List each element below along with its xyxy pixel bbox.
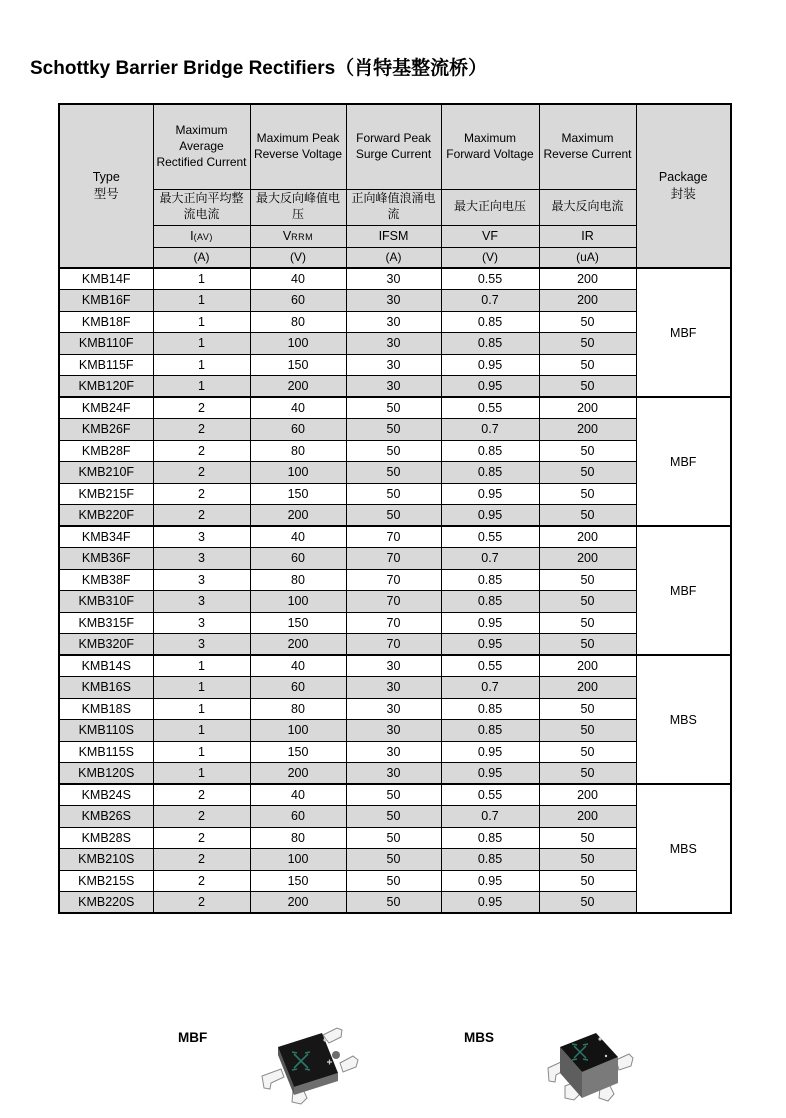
col-header-peak-reverse-voltage: Maximum Peak Reverse Voltage (250, 104, 346, 189)
value-cell: 50 (539, 763, 636, 785)
table-row (59, 849, 731, 871)
table-body (59, 268, 731, 913)
page-title: Schottky Barrier Bridge Rectifiers（肖特基整流桥） (30, 58, 488, 79)
value-cell: 150 (250, 870, 346, 892)
table-row (59, 698, 731, 720)
value-cell: 50 (346, 849, 441, 871)
unit-a2: (A) (346, 247, 441, 268)
value-cell: 50 (539, 376, 636, 398)
package-header-en: Package (658, 170, 708, 185)
value-cell: 200 (250, 892, 346, 914)
part-number-cell: KMB14F (59, 268, 153, 290)
value-cell: 40 (250, 268, 346, 290)
value-cell: 50 (346, 397, 441, 419)
table-row (59, 419, 731, 441)
value-cell: 50 (346, 784, 441, 806)
value-cell: 70 (346, 548, 441, 570)
value-cell: 0.85 (441, 827, 539, 849)
value-cell: 40 (250, 526, 346, 548)
value-cell: 200 (539, 655, 636, 677)
value-cell: 30 (346, 720, 441, 742)
value-cell: 30 (346, 376, 441, 398)
value-cell: 80 (250, 569, 346, 591)
value-cell: 100 (250, 849, 346, 871)
mbs-package-image (532, 1026, 642, 1114)
value-cell: 50 (539, 849, 636, 871)
value-cell: 0.95 (441, 354, 539, 376)
value-cell: 80 (250, 440, 346, 462)
symbol-main: I (190, 229, 194, 243)
part-number-cell: KMB220S (59, 892, 153, 914)
value-cell: 50 (346, 505, 441, 527)
part-number-cell: KMB215F (59, 483, 153, 505)
value-cell: 1 (153, 376, 250, 398)
value-cell: 100 (250, 720, 346, 742)
value-cell: 150 (250, 483, 346, 505)
value-cell: 40 (250, 397, 346, 419)
value-cell: 30 (346, 677, 441, 699)
symbol-sub: RRM (291, 232, 314, 242)
package-cell: MBF (636, 526, 731, 655)
symbol-vrrm (250, 225, 346, 247)
part-number-cell: KMB18F (59, 311, 153, 333)
value-cell: 50 (346, 462, 441, 484)
table-row (59, 655, 731, 677)
table-row (59, 634, 731, 656)
value-cell: 2 (153, 784, 250, 806)
table-header (59, 104, 731, 268)
value-cell: 40 (250, 784, 346, 806)
value-cell: 30 (346, 698, 441, 720)
value-cell: 3 (153, 612, 250, 634)
value-cell: 200 (250, 763, 346, 785)
value-cell: 2 (153, 827, 250, 849)
value-cell: 0.55 (441, 397, 539, 419)
part-number-cell: KMB220F (59, 505, 153, 527)
value-cell: 50 (539, 741, 636, 763)
value-cell: 1 (153, 677, 250, 699)
mbs-package-label: MBS (464, 1030, 494, 1045)
symbol-main: IR (581, 229, 594, 243)
value-cell: 30 (346, 763, 441, 785)
col-header-cn-reverse-current: 最大反向电流 (539, 189, 636, 225)
value-cell: 0.95 (441, 505, 539, 527)
part-number-cell: KMB26F (59, 419, 153, 441)
part-number-cell: KMB28S (59, 827, 153, 849)
value-cell: 2 (153, 483, 250, 505)
value-cell: 80 (250, 698, 346, 720)
value-cell: 2 (153, 892, 250, 914)
value-cell: 60 (250, 548, 346, 570)
value-cell: 50 (539, 333, 636, 355)
table-row (59, 892, 731, 914)
table-row (59, 784, 731, 806)
table-row (59, 462, 731, 484)
value-cell: 150 (250, 741, 346, 763)
value-cell: 50 (539, 870, 636, 892)
value-cell: 70 (346, 591, 441, 613)
value-cell: 50 (539, 892, 636, 914)
value-cell: 1 (153, 333, 250, 355)
value-cell: 200 (250, 376, 346, 398)
value-cell: 50 (539, 634, 636, 656)
type-header-cell (59, 104, 153, 268)
table-row (59, 376, 731, 398)
value-cell: 1 (153, 698, 250, 720)
table-row (59, 548, 731, 570)
rectifier-spec-table (58, 103, 732, 914)
value-cell: 1 (153, 655, 250, 677)
table-row (59, 354, 731, 376)
value-cell: 1 (153, 741, 250, 763)
col-header-reverse-current: Maximum Reverse Current (539, 104, 636, 189)
symbol-main: VF (482, 229, 498, 243)
value-cell: 0.55 (441, 526, 539, 548)
table-row (59, 290, 731, 312)
symbol-main: V (282, 229, 292, 243)
value-cell: 50 (346, 827, 441, 849)
value-cell: 50 (539, 440, 636, 462)
value-cell: 0.95 (441, 763, 539, 785)
value-cell: 2 (153, 505, 250, 527)
col-header-cn-avg-current: 最大正向平均整流电流 (153, 189, 250, 225)
value-cell: 50 (346, 419, 441, 441)
value-cell: 70 (346, 634, 441, 656)
part-number-cell: KMB115F (59, 354, 153, 376)
type-header-cn: 型号 (93, 187, 119, 201)
value-cell: 80 (250, 827, 346, 849)
table-row (59, 440, 731, 462)
value-cell: 200 (250, 634, 346, 656)
value-cell: 0.55 (441, 655, 539, 677)
value-cell: 3 (153, 526, 250, 548)
part-number-cell: KMB120F (59, 376, 153, 398)
value-cell: 60 (250, 290, 346, 312)
part-number-cell: KMB110F (59, 333, 153, 355)
value-cell: 50 (539, 612, 636, 634)
table-row (59, 741, 731, 763)
package-cell: MBS (636, 655, 731, 784)
value-cell: 200 (539, 784, 636, 806)
part-number-cell: KMB18S (59, 698, 153, 720)
value-cell: 3 (153, 569, 250, 591)
value-cell: 0.85 (441, 462, 539, 484)
value-cell: 0.85 (441, 311, 539, 333)
value-cell: 0.95 (441, 870, 539, 892)
value-cell: 0.55 (441, 784, 539, 806)
value-cell: 0.85 (441, 333, 539, 355)
package-header-cn: 封装 (670, 187, 696, 201)
table-row (59, 526, 731, 548)
value-cell: 1 (153, 290, 250, 312)
value-cell: 0.85 (441, 720, 539, 742)
table-row (59, 763, 731, 785)
value-cell: 60 (250, 677, 346, 699)
table-row (59, 311, 731, 333)
table-row (59, 505, 731, 527)
package-cell: MBS (636, 784, 731, 913)
mbs-package-figure (464, 1026, 642, 1114)
value-cell: 30 (346, 311, 441, 333)
value-cell: 200 (539, 526, 636, 548)
part-number-cell: KMB34F (59, 526, 153, 548)
value-cell: 0.85 (441, 698, 539, 720)
value-cell: 50 (539, 720, 636, 742)
symbol-vf (441, 225, 539, 247)
value-cell: 50 (539, 311, 636, 333)
table-row (59, 268, 731, 290)
table-row (59, 591, 731, 613)
value-cell: 2 (153, 419, 250, 441)
package-cell: MBF (636, 268, 731, 397)
symbol-iav (153, 225, 250, 247)
part-number-cell: KMB38F (59, 569, 153, 591)
value-cell: 0.95 (441, 612, 539, 634)
value-cell: 0.85 (441, 569, 539, 591)
part-number-cell: KMB24F (59, 397, 153, 419)
value-cell: 0.85 (441, 849, 539, 871)
table-row (59, 397, 731, 419)
value-cell: 2 (153, 440, 250, 462)
value-cell: 50 (539, 569, 636, 591)
value-cell: 30 (346, 290, 441, 312)
value-cell: 0.95 (441, 634, 539, 656)
value-cell: 80 (250, 311, 346, 333)
value-cell: 100 (250, 462, 346, 484)
value-cell: 50 (346, 440, 441, 462)
type-header-en: Type (92, 170, 120, 185)
col-header-cn-forward-voltage: 最大正向电压 (441, 189, 539, 225)
table-row (59, 612, 731, 634)
value-cell: 30 (346, 333, 441, 355)
part-number-cell: KMB36F (59, 548, 153, 570)
value-cell: 0.95 (441, 741, 539, 763)
value-cell: 30 (346, 655, 441, 677)
value-cell: 50 (539, 827, 636, 849)
value-cell: 70 (346, 612, 441, 634)
table-row (59, 806, 731, 828)
part-number-cell: KMB14S (59, 655, 153, 677)
value-cell: 1 (153, 720, 250, 742)
col-header-avg-current: Maximum Average Rectified Current (153, 104, 250, 189)
value-cell: 2 (153, 397, 250, 419)
part-number-cell: KMB26S (59, 806, 153, 828)
unit-a: (A) (153, 247, 250, 268)
value-cell: 50 (346, 806, 441, 828)
package-cell: MBF (636, 397, 731, 526)
value-cell: 3 (153, 548, 250, 570)
value-cell: 1 (153, 311, 250, 333)
table-row (59, 870, 731, 892)
part-number-cell: KMB315F (59, 612, 153, 634)
value-cell: 50 (346, 892, 441, 914)
part-number-cell: KMB24S (59, 784, 153, 806)
value-cell: 60 (250, 419, 346, 441)
value-cell: 0.7 (441, 419, 539, 441)
table-row (59, 720, 731, 742)
col-header-cn-surge-current: 正向峰值浪涌电流 (346, 189, 441, 225)
part-number-cell: KMB16F (59, 290, 153, 312)
value-cell: 200 (539, 419, 636, 441)
value-cell: 100 (250, 591, 346, 613)
value-cell: 50 (346, 870, 441, 892)
value-cell: 200 (539, 548, 636, 570)
part-number-cell: KMB120S (59, 763, 153, 785)
value-cell: 50 (346, 483, 441, 505)
table-row (59, 483, 731, 505)
value-cell: 0.7 (441, 548, 539, 570)
part-number-cell: KMB215S (59, 870, 153, 892)
package-header-cell (636, 104, 731, 268)
symbol-main: IFSM (378, 229, 409, 243)
col-header-surge-current: Forward Peak Surge Current (346, 104, 441, 189)
value-cell: 0.85 (441, 440, 539, 462)
value-cell: 0.7 (441, 677, 539, 699)
col-header-cn-peak-reverse-voltage: 最大反向峰值电压 (250, 189, 346, 225)
value-cell: 200 (539, 677, 636, 699)
value-cell: 1 (153, 268, 250, 290)
value-cell: 0.7 (441, 290, 539, 312)
table-row (59, 677, 731, 699)
symbol-sub: (AV) (193, 232, 213, 242)
value-cell: 100 (250, 333, 346, 355)
value-cell: 50 (539, 591, 636, 613)
value-cell: 2 (153, 462, 250, 484)
value-cell: 50 (539, 354, 636, 376)
value-cell: 2 (153, 849, 250, 871)
value-cell: 70 (346, 569, 441, 591)
value-cell: 50 (539, 505, 636, 527)
part-number-cell: KMB210F (59, 462, 153, 484)
mbf-package-figure (178, 1026, 359, 1114)
value-cell: 200 (539, 290, 636, 312)
unit-v: (V) (250, 247, 346, 268)
part-number-cell: KMB310F (59, 591, 153, 613)
table-row (59, 569, 731, 591)
part-number-cell: KMB16S (59, 677, 153, 699)
value-cell: 3 (153, 591, 250, 613)
symbol-ir (539, 225, 636, 247)
value-cell: 200 (539, 268, 636, 290)
value-cell: 150 (250, 612, 346, 634)
value-cell: 200 (539, 397, 636, 419)
value-cell: 200 (539, 806, 636, 828)
part-number-cell: KMB320F (59, 634, 153, 656)
value-cell: 30 (346, 354, 441, 376)
value-cell: 150 (250, 354, 346, 376)
value-cell: 1 (153, 354, 250, 376)
value-cell: 3 (153, 634, 250, 656)
value-cell: 200 (250, 505, 346, 527)
value-cell: 30 (346, 741, 441, 763)
part-number-cell: KMB110S (59, 720, 153, 742)
mbf-package-image (254, 1026, 359, 1114)
value-cell: 0.85 (441, 591, 539, 613)
value-cell: 0.55 (441, 268, 539, 290)
value-cell: 50 (539, 483, 636, 505)
part-number-cell: KMB115S (59, 741, 153, 763)
value-cell: 0.95 (441, 892, 539, 914)
table-row (59, 333, 731, 355)
unit-ua: (uA) (539, 247, 636, 268)
symbol-ifsm (346, 225, 441, 247)
col-header-forward-voltage: Maximum Forward Voltage (441, 104, 539, 189)
value-cell: 2 (153, 870, 250, 892)
part-number-cell: KMB28F (59, 440, 153, 462)
value-cell: 50 (539, 698, 636, 720)
value-cell: 0.95 (441, 483, 539, 505)
value-cell: 60 (250, 806, 346, 828)
value-cell: 0.7 (441, 806, 539, 828)
value-cell: 40 (250, 655, 346, 677)
unit-v2: (V) (441, 247, 539, 268)
part-number-cell: KMB210S (59, 849, 153, 871)
value-cell: 1 (153, 763, 250, 785)
value-cell: 0.95 (441, 376, 539, 398)
value-cell: 30 (346, 268, 441, 290)
value-cell: 50 (539, 462, 636, 484)
value-cell: 2 (153, 806, 250, 828)
table-row (59, 827, 731, 849)
mbf-package-label: MBF (178, 1030, 208, 1045)
value-cell: 70 (346, 526, 441, 548)
